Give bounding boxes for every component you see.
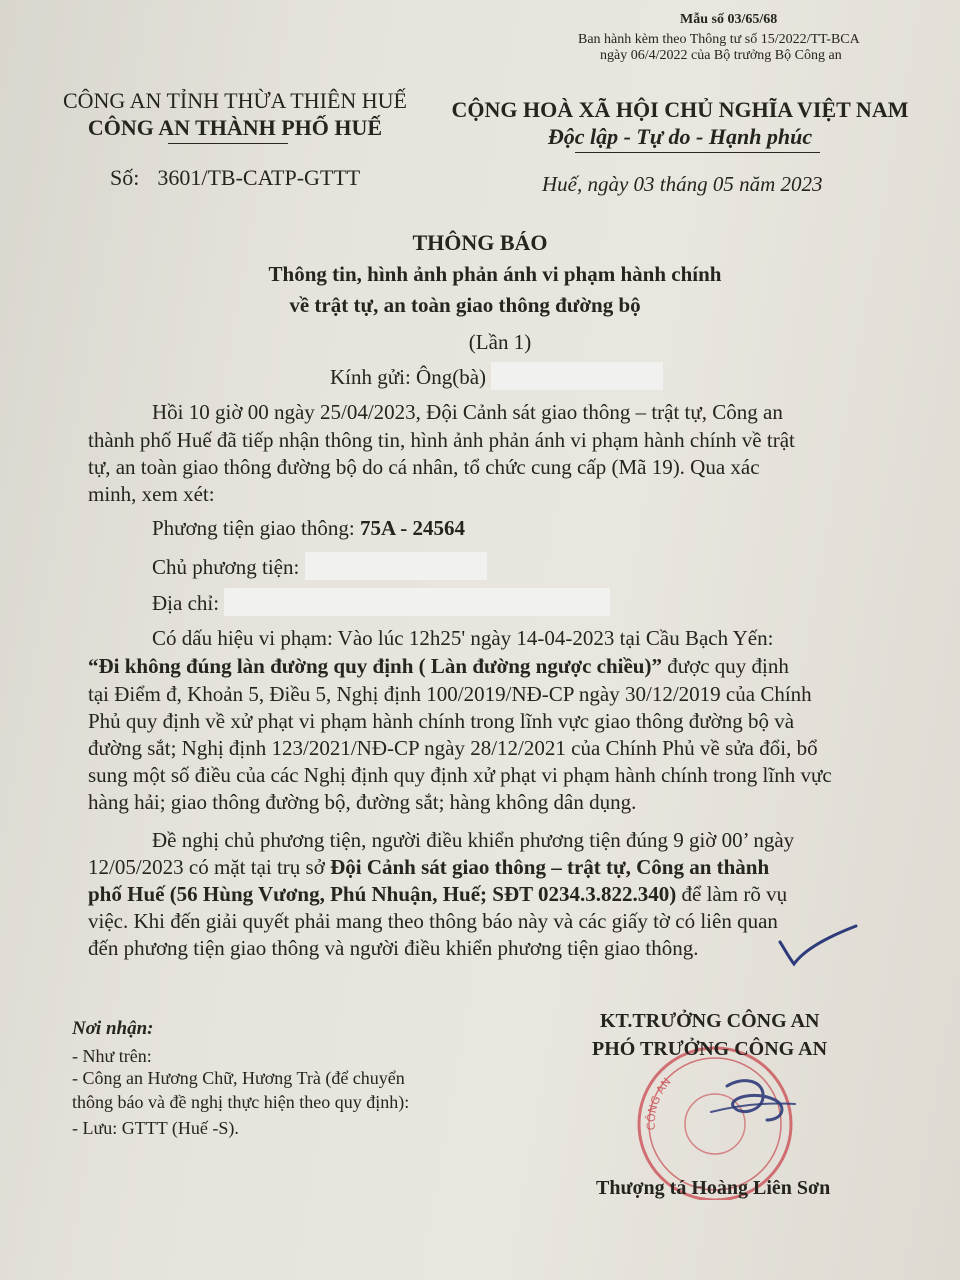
motto-underline <box>575 152 820 153</box>
addressee-line <box>330 362 663 390</box>
place-and-date: Huế, ngày 03 tháng 05 năm 2023 <box>542 172 823 196</box>
svg-text:CÔNG AN: CÔNG AN <box>644 1075 674 1131</box>
document-number-label: Số: <box>110 165 140 190</box>
signature-title-line-2: PHÓ TRƯỞNG CÔNG AN <box>592 1038 828 1060</box>
issuing-agency: CÔNG AN THÀNH PHỐ HUẾ <box>87 115 383 140</box>
document-subtitle-1: Thông tin, hình ảnh phản ánh vi phạm hành chính <box>268 262 722 286</box>
body-paragraph-3-line-5: đến phương tiện giao thông và người điều khiển phương tiện giao thông. <box>88 936 699 960</box>
agency-underline <box>168 143 288 144</box>
body-paragraph-2-line-4: Phủ quy định về xử phạt vi phạm hành chính trong lĩnh vực giao thông đường bộ và <box>88 709 795 733</box>
document-subtitle-2: về trật tự, an toàn giao thông đường bộ <box>289 293 641 317</box>
body-paragraph-3-line-3: phố Huế (56 Hùng Vương, Phú Nhuận, Huế; SĐT 0234.3.822.340) để làm rõ vụ <box>88 882 788 906</box>
vehicle-label: Phương tiện giao thông: <box>152 516 355 540</box>
body-paragraph-3-line-4: việc. Khi đến giải quyết phải mang theo thông báo này và các giấy tờ có liên quan <box>88 909 778 933</box>
redacted-owner <box>305 552 487 580</box>
document-title: THÔNG BÁO <box>412 230 548 255</box>
form-reference-line-2: ngày 06/4/2022 của Bộ trưởng Bộ Công an <box>600 48 842 63</box>
body-paragraph-2-line-3: tại Điểm đ, Khoản 5, Điều 5, Nghị định 100/2019/NĐ-CP ngày 30/12/2019 của Chính <box>88 682 812 706</box>
owner-line <box>152 552 487 580</box>
national-title: CỘNG HOÀ XÃ HỘI CHỦ NGHĨA VIỆT NAM <box>451 97 909 122</box>
vehicle-line <box>152 516 465 541</box>
recipient-item: - Lưu: GTTT (Huế -S). <box>72 1118 239 1138</box>
issuing-agency-parent: CÔNG AN TỈNH THỪA THIÊN HUẾ <box>62 88 407 113</box>
form-reference-line-1: Ban hành kèm theo Thông tư số 15/2022/TT-BCA <box>578 32 860 47</box>
body-paragraph-3-line-2: 12/05/2023 có mặt tại trụ sở Đội Cảnh sát giao thông – trật tự, Công an thành <box>88 855 770 879</box>
body-paragraph-2-line-2: “Đi không đúng làn đường quy định ( Làn đường ngược chiều)” được quy định <box>88 654 789 678</box>
redacted-addressee <box>491 362 663 390</box>
body-paragraph-1-line-3: tự, an toàn giao thông đường bộ do cá nhân, tổ chức cung cấp (Mã 19). Qua xác <box>88 455 760 479</box>
signature-title-line-1: KT.TRƯỞNG CÔNG AN <box>600 1010 820 1032</box>
body-paragraph-3-line-1: Đề nghị chủ phương tiện, người điều khiển phương tiện đúng 9 giờ 00’ ngày <box>152 828 795 852</box>
body-paragraph-2-line-7: hàng hải; giao thông đường bộ, đường sắt; hàng không dân dụng. <box>88 790 637 814</box>
recipient-item: - Công an Hương Chữ, Hương Trà (để chuyển <box>72 1068 405 1088</box>
office-address-and-phone: phố Huế (56 Hùng Vương, Phú Nhuận, Huế; SĐT 0234.3.822.340) <box>88 882 677 906</box>
body-paragraph-2-line-5: đường sắt; Nghị định 123/2021/NĐ-CP ngày 28/12/2021 của Chính Phủ về sửa đổi, bổ <box>88 736 818 760</box>
checkmark-handwritten-icon <box>770 920 860 970</box>
body-paragraph-1-line-2: thành phố Huế đã tiếp nhận thông tin, hình ảnh phản ánh vi phạm hành chính về trật <box>88 428 795 452</box>
addressee-label: Kính gửi: Ông(bà) <box>330 365 487 389</box>
recipients-title: Nơi nhận: <box>72 1018 154 1039</box>
occurrence-number: (Lần 1) <box>468 330 532 354</box>
vehicle-plate: 75A - 24564 <box>359 516 465 540</box>
address-label: Địa chỉ: <box>152 591 220 615</box>
body-paragraph-1-line-1: Hồi 10 giờ 00 ngày 25/04/2023, Đội Cảnh sát giao thông – trật tự, Công an <box>152 400 783 424</box>
owner-label: Chủ phương tiện: <box>152 555 300 579</box>
form-code: Mẫu số 03/65/68 <box>680 12 778 27</box>
document-number <box>110 165 360 191</box>
address-line <box>152 588 610 616</box>
traffic-police-unit: Đội Cảnh sát giao thông – trật tự, Công an thành <box>330 855 770 879</box>
document-number-value: 3601/TB-CATP-GTTT <box>157 165 361 190</box>
violation-description: “Đi không đúng làn đường quy định ( Làn đường ngược chiều)” <box>88 654 662 678</box>
redacted-address <box>224 588 610 616</box>
recipient-item: thông báo và đề nghị thực hiện theo quy định): <box>72 1092 410 1112</box>
national-motto: Độc lập - Tự do - Hạnh phúc <box>547 124 813 149</box>
body-paragraph-2-line-6: sung một số điều của các Nghị định quy định xử phạt vi phạm hành chính trong lĩnh vực <box>88 763 832 787</box>
body-paragraph-2-line-1: Có dấu hiệu vi phạm: Vào lúc 12h25' ngày 14-04-2023 tại Cầu Bạch Yến: <box>152 626 774 650</box>
recipient-item: - Như trên: <box>72 1046 152 1066</box>
signatory-name: Thượng tá Hoàng Liên Sơn <box>596 1177 831 1199</box>
body-paragraph-1-line-4: minh, xem xét: <box>88 482 215 506</box>
